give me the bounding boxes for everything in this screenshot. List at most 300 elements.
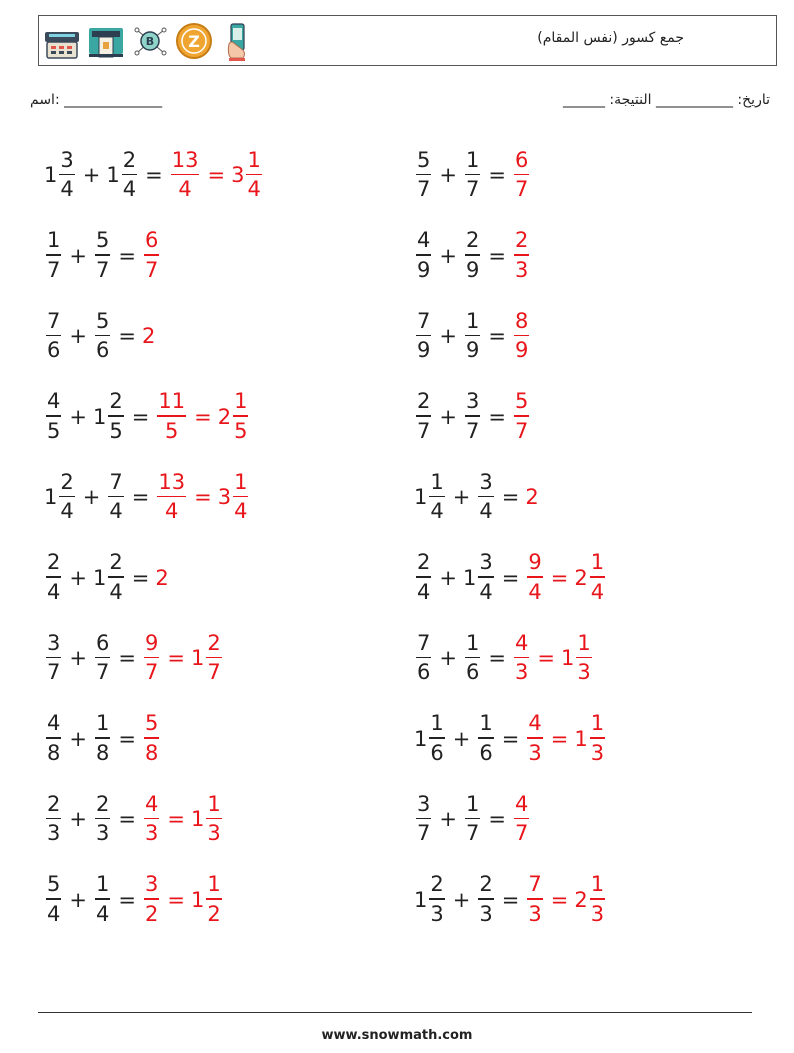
denominator: 3	[207, 821, 221, 846]
denominator: 4	[247, 177, 261, 202]
denominator: 7	[514, 177, 529, 202]
whole-number: 1	[190, 887, 205, 912]
fraction-bar	[157, 415, 186, 417]
denominator: 7	[465, 177, 480, 202]
numerator: 1	[465, 147, 480, 172]
denominator: 2	[207, 901, 221, 926]
problem-item	[44, 226, 161, 286]
numerator: 2	[430, 872, 444, 897]
fraction	[416, 630, 431, 685]
problem-item	[44, 789, 224, 849]
plus-sign: +	[452, 887, 471, 912]
fraction-bar	[206, 818, 221, 820]
fraction	[465, 147, 480, 202]
fraction-bar	[157, 496, 186, 498]
denominator: 7	[417, 418, 431, 443]
fraction	[95, 230, 110, 281]
fraction-bar	[514, 335, 529, 337]
fraction-bar	[46, 818, 61, 820]
fraction-bar	[46, 415, 61, 417]
problem-item	[414, 467, 539, 527]
fraction-bar	[108, 415, 123, 417]
fraction-bar	[46, 254, 61, 256]
fraction-bar	[514, 415, 529, 417]
plus-sign: +	[439, 565, 457, 590]
numerator: 4	[144, 791, 159, 816]
fraction	[514, 308, 529, 363]
problem-item	[414, 145, 531, 205]
plus-sign: +	[69, 565, 87, 590]
numerator: 7	[417, 630, 431, 655]
numerator: 1	[465, 791, 480, 816]
fraction-bar	[478, 496, 493, 498]
fraction	[465, 630, 480, 685]
fraction	[233, 391, 248, 442]
denominator: 9	[514, 338, 529, 363]
fraction-bar	[108, 496, 123, 498]
denominator: 3	[514, 660, 529, 685]
whole-number: 1	[92, 565, 107, 590]
equals-sign: =	[488, 243, 506, 268]
fraction-bar	[59, 174, 74, 176]
fraction-bar	[144, 898, 159, 900]
numerator: 7	[528, 872, 542, 897]
denominator: 3	[590, 740, 605, 765]
fraction-bar	[171, 174, 200, 176]
equals-sign: =	[118, 243, 136, 268]
fraction-bar	[514, 174, 529, 176]
denominator: 7	[144, 660, 159, 685]
numerator: 2	[207, 630, 221, 655]
problem-item	[44, 387, 250, 447]
numerator: 1	[234, 389, 248, 414]
fraction	[95, 308, 110, 363]
fraction	[95, 713, 110, 764]
numerator: 1	[95, 872, 110, 897]
equals-sign: =	[501, 565, 520, 590]
fraction-bar	[465, 335, 480, 337]
fraction-bar	[95, 657, 110, 659]
fraction-bar	[416, 254, 431, 256]
fraction	[144, 791, 159, 846]
numerator: 2	[417, 389, 431, 414]
fraction	[465, 308, 480, 363]
whole-number: 1	[190, 646, 205, 670]
problem-item	[44, 467, 250, 527]
svg-text:Z: Z	[188, 32, 200, 51]
equals-sign: =	[118, 324, 136, 348]
fraction	[59, 469, 74, 524]
whole-number: 2	[217, 404, 232, 429]
numerator: 6	[95, 630, 110, 655]
fraction-bar	[576, 657, 591, 659]
denominator: 5	[109, 418, 123, 443]
denominator: 7	[514, 418, 529, 443]
fraction	[144, 630, 159, 685]
fraction	[108, 469, 123, 524]
numerator: 1	[47, 228, 61, 253]
fraction-bar	[590, 737, 605, 739]
denominator: 3	[479, 901, 493, 926]
numerator: 1	[590, 711, 605, 736]
plus-sign: +	[439, 163, 457, 187]
whole-number: 2	[141, 324, 156, 348]
denominator: 9	[417, 257, 431, 282]
numerator: 4	[514, 630, 529, 655]
numerator: 3	[465, 389, 480, 414]
fraction	[108, 391, 123, 442]
whole-number: 2	[574, 887, 588, 912]
fraction-bar	[465, 415, 480, 417]
svg-text:B: B	[145, 35, 155, 48]
denominator: 4	[165, 499, 179, 524]
numerator: 9	[144, 630, 159, 655]
fraction-bar	[95, 335, 110, 337]
denominator: 4	[60, 177, 74, 202]
plus-sign: +	[69, 646, 87, 670]
fraction-bar	[246, 174, 261, 176]
fraction-bar	[465, 657, 480, 659]
fraction-bar	[206, 898, 221, 900]
plus-sign: +	[439, 243, 457, 268]
problem-item	[44, 709, 161, 769]
numerator: 1	[95, 711, 110, 736]
numerator: 8	[514, 308, 529, 333]
fraction-bar	[527, 737, 542, 739]
fraction	[95, 630, 110, 685]
fraction	[95, 874, 110, 925]
fraction	[429, 713, 444, 764]
fraction	[590, 552, 605, 603]
numerator: 5	[95, 228, 110, 253]
equals-sign: =	[488, 646, 506, 670]
denominator: 7	[95, 257, 110, 282]
numerator: 13	[158, 469, 186, 494]
fraction	[233, 469, 248, 524]
fraction	[416, 308, 431, 363]
numerator: 2	[109, 389, 123, 414]
numerator: 4	[47, 711, 61, 736]
numerator: 1	[590, 872, 605, 897]
fraction-bar	[416, 415, 431, 417]
fraction	[465, 230, 480, 281]
fraction-bar	[416, 576, 431, 578]
equals-sign: =	[167, 887, 185, 912]
whole-number: 1	[44, 163, 58, 187]
fraction-bar	[95, 254, 110, 256]
whole-number: 1	[414, 887, 428, 912]
fraction	[144, 230, 159, 281]
fraction-bar	[514, 254, 529, 256]
fraction-bar	[144, 254, 159, 256]
numerator: 3	[479, 550, 493, 575]
denominator: 6	[479, 740, 493, 765]
fraction-bar	[46, 737, 61, 739]
problem-item	[414, 387, 531, 447]
numerator: 7	[47, 308, 61, 333]
fraction	[46, 713, 61, 764]
fraction-bar	[233, 415, 248, 417]
denominator: 7	[207, 660, 221, 685]
equals-sign: =	[488, 163, 506, 187]
fraction	[46, 308, 61, 363]
denominator: 4	[479, 499, 493, 524]
worksheet-title: جمع كسور (نفس المقام)	[537, 30, 684, 46]
plus-sign: +	[69, 726, 87, 751]
whole-number: 2	[574, 565, 588, 590]
plus-sign: +	[452, 485, 471, 509]
denominator: 5	[234, 418, 248, 443]
numerator: 4	[417, 228, 431, 253]
fraction-bar	[514, 657, 529, 659]
fraction-bar	[527, 576, 542, 578]
denominator: 5	[47, 418, 61, 443]
fraction	[144, 713, 159, 764]
fraction-bar	[59, 496, 74, 498]
plus-sign: +	[82, 163, 101, 187]
whole-number: 3	[217, 485, 232, 509]
denominator: 8	[144, 740, 159, 765]
fraction	[514, 630, 529, 685]
denominator: 4	[109, 579, 123, 604]
numerator: 3	[60, 147, 74, 172]
fraction	[478, 713, 493, 764]
denominator: 8	[47, 740, 61, 765]
numerator: 11	[158, 389, 186, 414]
denominator: 6	[47, 338, 61, 363]
equals-sign: =	[167, 807, 185, 831]
numerator: 1	[465, 630, 480, 655]
denominator: 2	[144, 901, 159, 926]
denominator: 3	[577, 660, 591, 685]
numerator: 5	[417, 147, 431, 172]
problem-item	[44, 870, 224, 930]
whole-number: 1	[106, 163, 120, 187]
fraction	[527, 874, 542, 925]
denominator: 7	[47, 660, 61, 685]
denominator: 9	[417, 338, 431, 363]
denominator: 3	[430, 901, 444, 926]
fraction-bar	[590, 898, 605, 900]
denominator: 3	[144, 821, 159, 846]
name-line: اسم: ______________	[30, 92, 163, 108]
plus-sign: +	[69, 324, 87, 348]
fraction-bar	[465, 254, 480, 256]
numerator: 1	[430, 711, 444, 736]
denominator: 6	[417, 660, 431, 685]
fraction	[157, 469, 186, 524]
denominator: 4	[47, 901, 61, 926]
denominator: 3	[47, 821, 61, 846]
numerator: 1	[590, 550, 605, 575]
numerator: 1	[234, 469, 248, 494]
fraction-bar	[108, 576, 123, 578]
plus-sign: +	[439, 404, 457, 429]
plus-sign: +	[439, 646, 457, 670]
denominator: 7	[465, 821, 480, 846]
denominator: 3	[590, 901, 605, 926]
fraction-bar	[95, 737, 110, 739]
equals-sign: =	[118, 887, 136, 912]
fraction-bar	[416, 657, 431, 659]
numerator: 7	[109, 469, 123, 494]
problem-item	[44, 628, 224, 688]
fraction	[478, 552, 493, 603]
plus-sign: +	[439, 324, 457, 348]
denominator: 4	[234, 499, 248, 524]
fraction-bar	[416, 174, 431, 176]
fraction-bar	[144, 657, 159, 659]
fraction	[465, 791, 480, 846]
denominator: 7	[47, 257, 61, 282]
fraction	[46, 391, 61, 442]
numerator: 2	[417, 550, 431, 575]
denominator: 4	[60, 499, 74, 524]
numerator: 2	[122, 147, 137, 172]
numerator: 4	[47, 389, 61, 414]
fraction	[590, 874, 605, 925]
fraction	[46, 874, 61, 925]
numerator: 1	[479, 711, 493, 736]
fraction	[46, 230, 61, 281]
equals-sign: =	[488, 324, 506, 348]
fraction-bar	[514, 818, 529, 820]
fraction	[590, 713, 605, 764]
denominator: 3	[95, 821, 110, 846]
denominator: 6	[465, 660, 480, 685]
denominator: 3	[528, 740, 542, 765]
fraction-bar	[46, 898, 61, 900]
numerator: 2	[47, 550, 61, 575]
whole-number: 2	[155, 565, 169, 590]
fraction-bar	[144, 737, 159, 739]
equals-sign: =	[118, 646, 136, 670]
fraction-bar	[478, 898, 493, 900]
numerator: 2	[60, 469, 74, 494]
whole-number: 1	[414, 726, 428, 751]
numerator: 2	[47, 791, 61, 816]
plus-sign: +	[452, 726, 471, 751]
fraction	[416, 230, 431, 281]
denominator: 8	[95, 740, 110, 765]
fraction-bar	[122, 174, 137, 176]
denominator: 7	[144, 257, 159, 282]
problem-item	[414, 709, 607, 769]
denominator: 7	[417, 821, 431, 846]
equals-sign: =	[131, 485, 150, 509]
denominator: 7	[465, 418, 480, 443]
fraction	[478, 874, 493, 925]
whole-number: 1	[560, 646, 575, 670]
fraction	[246, 147, 261, 202]
fraction-bar	[95, 818, 110, 820]
fraction-bar	[429, 737, 444, 739]
fraction-bar	[465, 818, 480, 820]
denominator: 7	[95, 660, 110, 685]
equals-sign: =	[501, 726, 520, 751]
fraction-bar	[46, 335, 61, 337]
denominator: 4	[430, 499, 444, 524]
fraction	[59, 147, 74, 202]
numerator: 4	[528, 711, 542, 736]
fraction-bar	[429, 898, 444, 900]
denominator: 4	[122, 177, 137, 202]
denominator: 4	[417, 579, 431, 604]
plus-sign: +	[69, 243, 87, 268]
numerator: 1	[207, 872, 221, 897]
numerator: 4	[514, 791, 529, 816]
equals-sign: =	[488, 404, 506, 429]
whole-number: 2	[525, 485, 539, 509]
denominator: 3	[514, 257, 529, 282]
numerator: 5	[47, 872, 61, 897]
fraction	[95, 791, 110, 846]
denominator: 7	[417, 177, 431, 202]
fraction	[514, 791, 529, 846]
equals-sign: =	[118, 726, 136, 751]
numerator: 6	[514, 147, 529, 172]
fraction	[157, 391, 186, 442]
numerator: 2	[514, 228, 529, 253]
problem-item	[414, 789, 531, 849]
equals-sign: =	[194, 404, 212, 429]
problem-item	[44, 306, 155, 366]
fraction	[416, 552, 431, 603]
plus-sign: +	[69, 807, 87, 831]
whole-number: 1	[414, 485, 428, 509]
fraction	[478, 469, 493, 524]
numerator: 5	[144, 711, 159, 736]
fraction	[429, 469, 444, 524]
equals-sign: =	[194, 485, 212, 509]
whole-number: 1	[462, 565, 477, 590]
equals-sign: =	[550, 726, 569, 751]
problem-item	[414, 306, 531, 366]
fraction	[46, 791, 61, 846]
fraction-bar	[95, 898, 110, 900]
fraction	[527, 713, 542, 764]
fraction	[514, 147, 529, 202]
date-result-line: ______ :تاريخ: ___________ النتيجة	[562, 92, 770, 108]
problem-item	[414, 226, 531, 286]
fraction	[46, 552, 61, 603]
problem-item	[414, 870, 607, 930]
plus-sign: +	[69, 887, 87, 912]
fraction-bar	[465, 174, 480, 176]
fraction-bar	[478, 737, 493, 739]
denominator: 9	[465, 338, 480, 363]
equals-sign: =	[167, 646, 185, 670]
equals-sign: =	[131, 565, 150, 590]
denominator: 7	[514, 821, 529, 846]
numerator: 3	[417, 791, 431, 816]
fraction	[416, 147, 431, 202]
denominator: 3	[528, 901, 542, 926]
fraction	[206, 630, 221, 685]
fraction	[429, 874, 444, 925]
whole-number: 1	[574, 726, 588, 751]
fraction-bar	[233, 496, 248, 498]
numerator: 2	[95, 791, 110, 816]
plus-sign: +	[82, 485, 101, 509]
numerator: 6	[144, 228, 159, 253]
plus-sign: +	[439, 807, 457, 831]
denominator: 4	[47, 579, 61, 604]
fraction	[206, 791, 221, 846]
problem-item	[414, 548, 607, 608]
fraction	[527, 552, 542, 603]
problem-item	[414, 628, 594, 688]
